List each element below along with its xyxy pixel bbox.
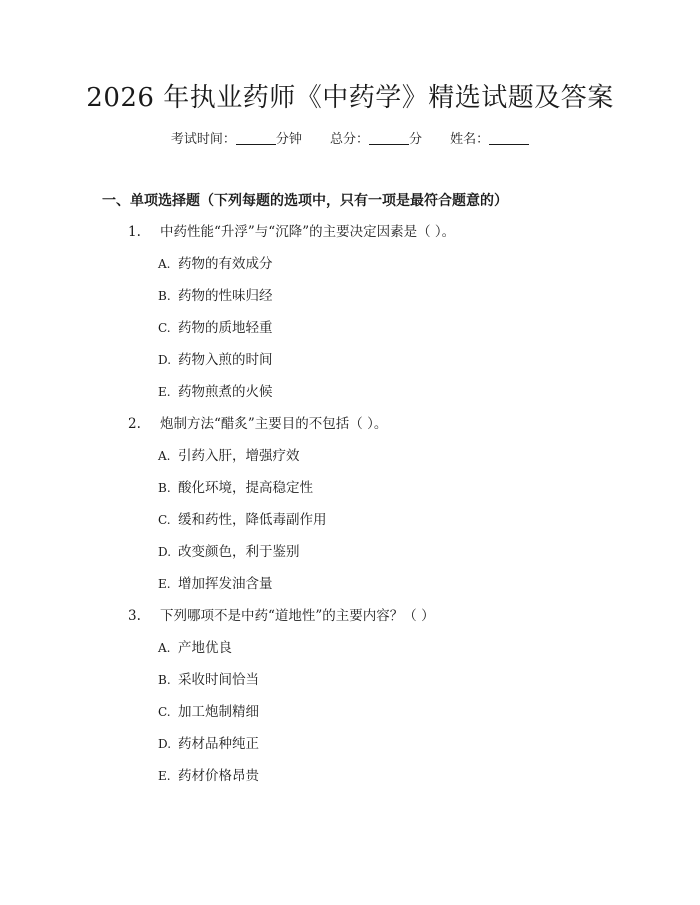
option-item bbox=[158, 732, 259, 756]
name-label: 姓名： bbox=[450, 132, 490, 147]
exam-time-unit: 分钟 bbox=[275, 132, 302, 147]
option-item bbox=[158, 476, 313, 500]
option-text: 改变颜色，利于鉴别 bbox=[178, 544, 300, 560]
question-number: 1. bbox=[128, 224, 141, 240]
option-text: 药物的有效成分 bbox=[178, 256, 273, 272]
name-blank bbox=[489, 130, 529, 145]
option-item bbox=[158, 252, 273, 276]
question-number: 3. bbox=[128, 608, 141, 624]
option-letter: D. bbox=[158, 353, 172, 367]
question-3 bbox=[128, 604, 435, 628]
option-letter: B. bbox=[158, 481, 171, 495]
option-text: 药物的性味归经 bbox=[178, 288, 273, 304]
option-letter: A. bbox=[158, 449, 171, 463]
option-text: 加工炮制精细 bbox=[178, 704, 259, 720]
option-item bbox=[158, 540, 300, 564]
option-letter: C. bbox=[158, 513, 171, 527]
option-letter: D. bbox=[158, 545, 172, 559]
option-text: 药材价格昂贵 bbox=[178, 768, 259, 784]
option-letter: D. bbox=[158, 737, 172, 751]
exam-time-label: 考试时间： bbox=[170, 132, 236, 147]
option-item bbox=[158, 668, 259, 692]
option-letter: A. bbox=[158, 257, 171, 271]
exam-time-field bbox=[171, 132, 302, 147]
option-text: 产地优良 bbox=[178, 640, 232, 656]
option-item bbox=[158, 348, 273, 372]
total-score-label: 总分： bbox=[329, 132, 369, 147]
option-item bbox=[158, 508, 327, 532]
total-score-unit: 分 bbox=[409, 132, 423, 147]
option-text: 缓和药性，降低毒副作用 bbox=[178, 512, 327, 528]
option-text: 采收时间恰当 bbox=[178, 672, 259, 688]
option-item bbox=[158, 572, 273, 596]
option-item bbox=[158, 444, 300, 468]
option-item bbox=[158, 380, 273, 404]
option-item bbox=[158, 636, 232, 660]
total-score-blank bbox=[369, 130, 409, 145]
question-number: 2. bbox=[128, 416, 141, 432]
option-text: 酸化环境，提高稳定性 bbox=[178, 480, 313, 496]
section-title: 一、单项选择题（下列每题的选项中，只有一项是最符合题意的） bbox=[102, 193, 508, 209]
option-text: 药材品种纯正 bbox=[178, 736, 259, 752]
option-letter: C. bbox=[158, 321, 171, 335]
option-letter: E. bbox=[158, 577, 171, 591]
option-item bbox=[158, 284, 273, 308]
exam-time-blank bbox=[236, 130, 276, 145]
option-letter: E. bbox=[158, 769, 171, 783]
option-item bbox=[158, 316, 273, 340]
option-letter: B. bbox=[158, 289, 171, 303]
option-letter: A. bbox=[158, 641, 171, 655]
option-item bbox=[158, 764, 259, 788]
option-letter: B. bbox=[158, 673, 171, 687]
page-title: 2026 年执业药师《中药学》精选试题及答案 bbox=[86, 83, 614, 113]
question-2 bbox=[128, 412, 387, 436]
option-text: 药物煎煮的火候 bbox=[178, 384, 273, 400]
exam-meta bbox=[0, 128, 700, 152]
option-text: 药物的质地轻重 bbox=[178, 320, 273, 336]
option-text: 引药入肝，增强疗效 bbox=[178, 448, 300, 464]
option-text: 增加挥发油含量 bbox=[178, 576, 273, 592]
option-letter: C. bbox=[158, 705, 171, 719]
question-text: 下列哪项不是中药“道地性”的主要内容？（ ） bbox=[160, 608, 435, 624]
question-1 bbox=[128, 220, 455, 244]
total-score-field bbox=[330, 132, 422, 147]
question-text: 炮制方法“醋炙”主要目的不包括（ ）。 bbox=[160, 416, 388, 432]
name-field bbox=[450, 132, 529, 147]
option-text: 药物入煎的时间 bbox=[178, 352, 273, 368]
option-item bbox=[158, 700, 259, 724]
question-text: 中药性能“升浮”与“沉降”的主要决定因素是（ ）。 bbox=[160, 224, 456, 240]
option-letter: E. bbox=[158, 385, 171, 399]
